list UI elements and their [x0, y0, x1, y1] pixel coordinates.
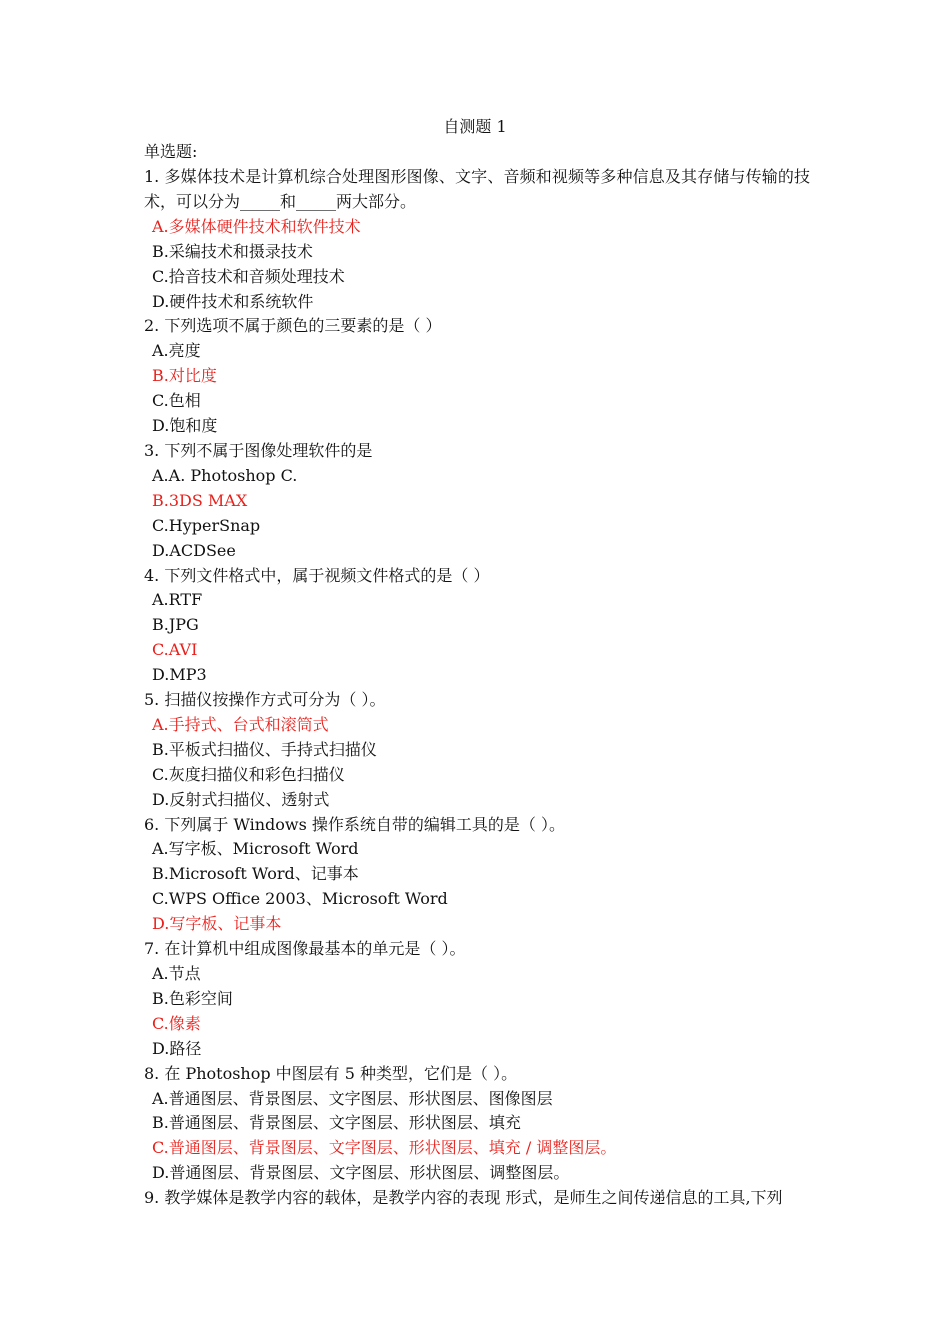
answer-option-correct: C.AVI [152, 640, 198, 660]
question-stem: 9. 教学媒体是教学内容的载体，是教学内容的表现 形式，是师生之间传递信息的工具,下列 [144, 1188, 783, 1208]
answer-option: A.节点 [152, 964, 201, 983]
answer-option: B.色彩空间 [152, 988, 233, 1008]
answer-option-correct: B.3DS MAX [152, 490, 248, 510]
answer-option: B.Microsoft Word、记事本 [152, 864, 359, 884]
answer-option-correct: A.手持式、台式和滚筒式 [152, 714, 329, 734]
answer-option: C.HyperSnap [152, 515, 261, 535]
question-list [144, 165, 810, 1211]
answer-option: A.亮度 [152, 341, 201, 361]
answer-option: D.路径 [152, 1038, 202, 1058]
answer-option: D.MP3 [152, 665, 207, 685]
question-7 [144, 937, 810, 1062]
answer-option: A.普通图层、背景图层、文字图层、形状图层、图像图层 [152, 1088, 553, 1108]
question-5 [144, 688, 810, 813]
answer-option: D.普通图层、背景图层、文字图层、形状图层、调整图层。 [152, 1163, 570, 1183]
answer-option: A.RTF [152, 590, 203, 610]
answer-option: D.ACDSee [152, 540, 236, 560]
section-label: 单选题: [144, 142, 198, 161]
document-title: 自测题 1 [443, 117, 507, 136]
question-1 [144, 165, 810, 314]
question-stem: 4. 下列文件格式中，属于视频文件格式的是（ ） [144, 565, 490, 585]
answer-option: C.拾音技术和音频处理技术 [152, 266, 345, 286]
answer-option: B.平板式扫描仪、手持式扫描仪 [152, 739, 377, 759]
answer-option: D.饱和度 [152, 416, 218, 436]
question-stem: 5. 扫描仪按操作方式可分为（ ）。 [144, 690, 386, 710]
answer-option: C.灰度扫描仪和彩色扫描仪 [152, 764, 345, 784]
question-2 [144, 314, 810, 439]
question-8 [144, 1062, 810, 1187]
question-4 [144, 564, 810, 689]
answer-option: D.硬件技术和系统软件 [152, 291, 314, 311]
answer-option: B.采编技术和摄录技术 [152, 241, 313, 261]
answer-option: C.WPS Office 2003、Microsoft Word [152, 889, 448, 909]
question-9 [144, 1186, 810, 1211]
question-6 [144, 813, 810, 938]
answer-option: A.A. Photoshop C. [152, 465, 298, 485]
answer-option-correct: B.对比度 [152, 366, 217, 386]
answer-option-correct: C.普通图层、背景图层、文字图层、形状图层、填充 / 调整图层。 [152, 1138, 617, 1158]
answer-option-correct: C.像素 [152, 1013, 201, 1033]
answer-option: C.色相 [152, 391, 201, 411]
question-stem: 6. 下列属于 Windows 操作系统自带的编辑工具的是（ ）。 [144, 814, 565, 834]
question-3 [144, 439, 810, 564]
answer-option-correct: D.写字板、记事本 [152, 914, 282, 934]
answer-option-correct: A.多媒体硬件技术和软件技术 [152, 216, 361, 236]
answer-option: B.JPG [152, 615, 199, 635]
question-stem: 8. 在 Photoshop 中图层有 5 种类型，它们是（ ）。 [144, 1063, 518, 1083]
question-stem: 7. 在计算机中组成图像最基本的单元是（ ）。 [144, 939, 466, 959]
answer-option: D.反射式扫描仪、透射式 [152, 789, 330, 809]
question-stem: 2. 下列选项不属于颜色的三要素的是（ ） [144, 316, 442, 336]
answer-option: B.普通图层、背景图层、文字图层、形状图层、填充 [152, 1113, 521, 1133]
answer-option: A.写字板、Microsoft Word [152, 839, 359, 859]
question-stem: 3. 下列不属于图像处理软件的是 [144, 440, 373, 460]
question-stem: 1. 多媒体技术是计算机综合处理图形图像、文字、音频和视频等多种信息及其存储与传输的技术，可以分为_____和_____两大部分。 [144, 167, 810, 211]
